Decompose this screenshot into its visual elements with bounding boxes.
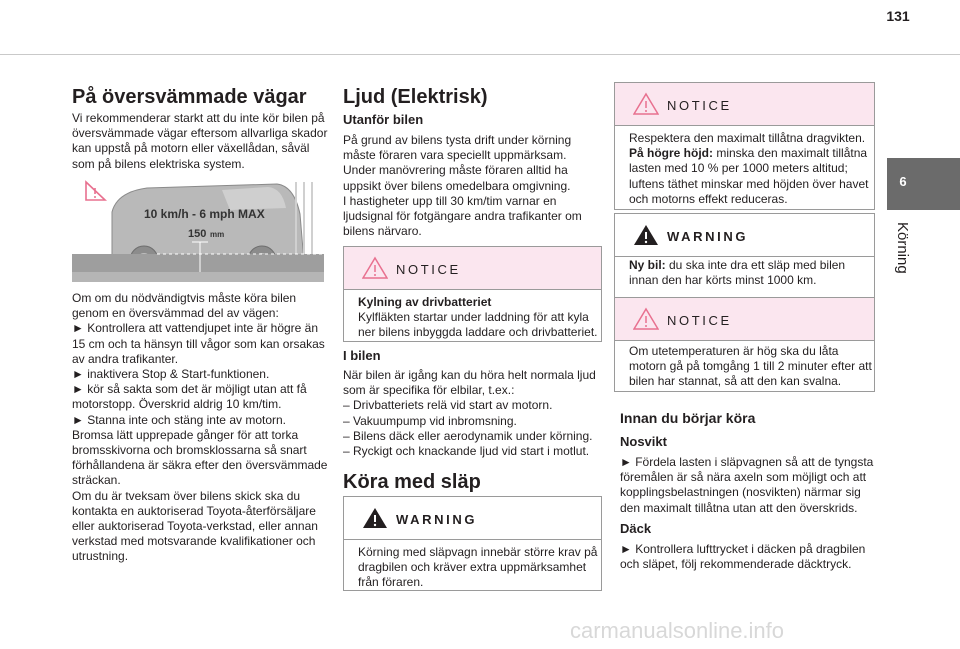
- warning-title: WARNING: [396, 512, 478, 527]
- heading-flooded-roads: På översvämmade vägar: [72, 86, 307, 108]
- notice-engine-cooling: NOTICE Om utetemperaturen är hög ska du låta motorn gå på tomgång 1 till 2 minuter efter att bilen har stannat, så att den kan svalna.: [614, 297, 875, 392]
- subheading-nose-weight: Nosvikt: [620, 434, 667, 449]
- outside-body: På grund av bilens tysta drift under körning måste föraren vara speciellt uppmärksam. Under manövrering måste föraren alltid ha uppsikt över bilens omedelbara omgivning. I hastigheter upp till 30 km/tim varnar en ljudsignal för fotgängare andra trafikanter om bilens närvaro.: [343, 133, 582, 239]
- nose-weight-body: ► Fördela lasten i släpvagnen så att de tyngsta föremålen är så nära axeln som möjligt och att kopplingsbelastningen (nosvikten) närmar sig den maximalt tillåtna utan att den överskrids.: [620, 455, 874, 515]
- notice-bold-line: Kylning av drivbatteriet: [358, 295, 492, 309]
- flooded-intro: Vi rekommenderar starkt att du inte kör bilen på översvämmade vägar eftersom allvarliga skador kan uppstå på motorn eller växellådan, såväl som på bilens elektriska system.: [72, 111, 328, 171]
- flood-illustration: [72, 174, 324, 284]
- warning-towing: WARNING Körning med släpvagn innebär större krav på dragbilen och kräver extra uppmärksamhet från föraren.: [343, 496, 602, 591]
- notice-title: NOTICE: [667, 313, 732, 328]
- notice-battery-cooling: NOTICE Kylning av drivbatteriet Kylfläkten startar under laddning för att kyla ner bilens inbyggda laddare och drivbatteriet.: [343, 246, 602, 342]
- top-divider: [0, 54, 960, 55]
- warning-triangle-icon: [362, 506, 388, 530]
- notice-title: NOTICE: [396, 262, 461, 277]
- chapter-number: 6: [899, 174, 907, 189]
- notice-title: NOTICE: [667, 98, 732, 113]
- heading-before-driving: Innan du börjar köra: [620, 410, 756, 426]
- chapter-label: Körning: [894, 222, 911, 274]
- warning-triangle-icon: [633, 307, 659, 331]
- subheading-tyres: Däck: [620, 521, 652, 536]
- flooded-body: Om om du nödvändigtvis måste köra bilen genom en översvämmad del av vägen: ► Kontrollera att vattendjupet inte är högre än 15 cm och ta hänsyn till vågor som kan orsakas av andra trafikanter. ► inaktivera Stop & Start-funktionen. ► kör så sakta som det är möjligt utan att få motorstopp. Överskrid aldrig 10 km/tim. ► Stanna inte och stäng inte av motorn. Bromsa lätt upprepade gånger för att torka bromsskivorna och bromsklossarna så snart förhållandena är säkra efter den översvämmade sträckan. Om du är tveksam över bilens skick ska du kontakta en auktoriserad Toyota-återförsäljare eller auktoriserad Toyota-verkstad, eller annan verkstad med motsvarande kvalifikationer och utrustning.: [72, 291, 328, 564]
- depth-value: 150: [188, 228, 207, 240]
- warning-triangle-icon: [633, 223, 659, 247]
- warning-title: WARNING: [667, 229, 749, 244]
- warning-triangle-icon: [633, 92, 659, 116]
- heading-sound: Ljud (Elektrisk): [343, 86, 488, 108]
- warning-new-car: WARNING Ny bil: du ska inte dra ett släp med bilen innan den har körts minst 1000 km.: [614, 213, 875, 299]
- page-number: 131: [886, 8, 910, 24]
- watermark: carmanualsonline.info: [570, 618, 785, 643]
- depth-unit: mm: [210, 230, 225, 239]
- heading-towing: Köra med släp: [343, 471, 481, 493]
- notice-towing-weight: NOTICE Respektera den maximalt tillåtna dragvikten. På högre höjd: minska den maximalt tillåtna lasten med 10 % per 1000 meters altitud; luftens täthet minskar med höjden över havet och motorns effekt reduceras.: [614, 82, 875, 210]
- subheading-inside: I bilen: [343, 348, 381, 363]
- tyres-body: ► Kontrollera lufttrycket i däcken på dragbilen och släpet, följ rekommenderade däcktryck.: [620, 542, 866, 572]
- inside-body: När bilen är igång kan du höra helt normala ljud som är specifika för elbilar, t.ex.: – Drivbatteriets relä vid start av motorn. – Vakuumpump vid inbromsning. – Bilens däck eller aerodynamik under körning. – Ryckigt och knackande ljud vid start i motlut.: [343, 368, 596, 459]
- warning-triangle-icon: [362, 256, 388, 280]
- subheading-outside: Utanför bilen: [343, 112, 424, 127]
- speed-limit-label: 10 km/h - 6 mph MAX: [144, 207, 265, 221]
